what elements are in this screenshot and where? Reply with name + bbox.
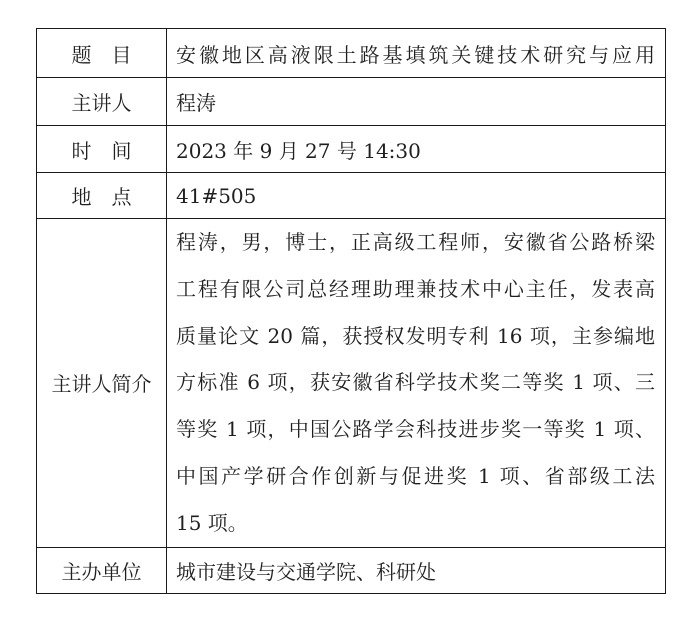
bio-line: 工程有限公司总经理助理兼技术中心主任，发表高 [176, 276, 655, 301]
table-row-organizer [37, 547, 666, 593]
row-value-speaker: 程涛 [167, 78, 666, 126]
row-value-bio [167, 219, 666, 548]
table-row-speaker [37, 78, 666, 126]
table-row-time [37, 126, 666, 173]
bio-line: 程涛，男，博士，正高级工程师，安徽省公路桥梁 [176, 230, 655, 254]
row-label-speaker: 主讲人 [37, 78, 167, 126]
bio-line: 方标准 6 项，获安徽省科学技术奖二等奖 1 项、三 [176, 370, 655, 395]
row-value-organizer: 城市建设与交通学院、科研处 [167, 547, 666, 593]
seminar-info-table [36, 28, 666, 594]
row-value-location: 41#505 [167, 173, 666, 219]
table-row-location [37, 173, 666, 219]
row-label-location: 地 点 [37, 173, 167, 219]
row-label-title: 题 目 [37, 29, 167, 78]
bio-line: 等奖 1 项，中国公路学会科技进步奖一等奖 1 项、 [176, 417, 655, 442]
row-value-time: 2023 年 9 月 27 号 14:30 [167, 126, 666, 173]
row-label-organizer: 主办单位 [37, 547, 167, 593]
table-row-bio [37, 219, 666, 548]
table-row-title [37, 29, 666, 78]
bio-line: 中国产学研合作创新与促进奖 1 项、省部级工法 [176, 463, 655, 488]
bio-line: 15 项。 [176, 510, 248, 535]
row-value-title: 安徽地区高液限土路基填筑关键技术研究与应用 [167, 29, 666, 78]
bio-line: 质量论文 20 篇，获授权发明专利 16 项，主参编地 [176, 323, 655, 348]
row-label-time: 时 间 [37, 126, 167, 173]
row-label-bio: 主讲人简介 [37, 219, 167, 548]
